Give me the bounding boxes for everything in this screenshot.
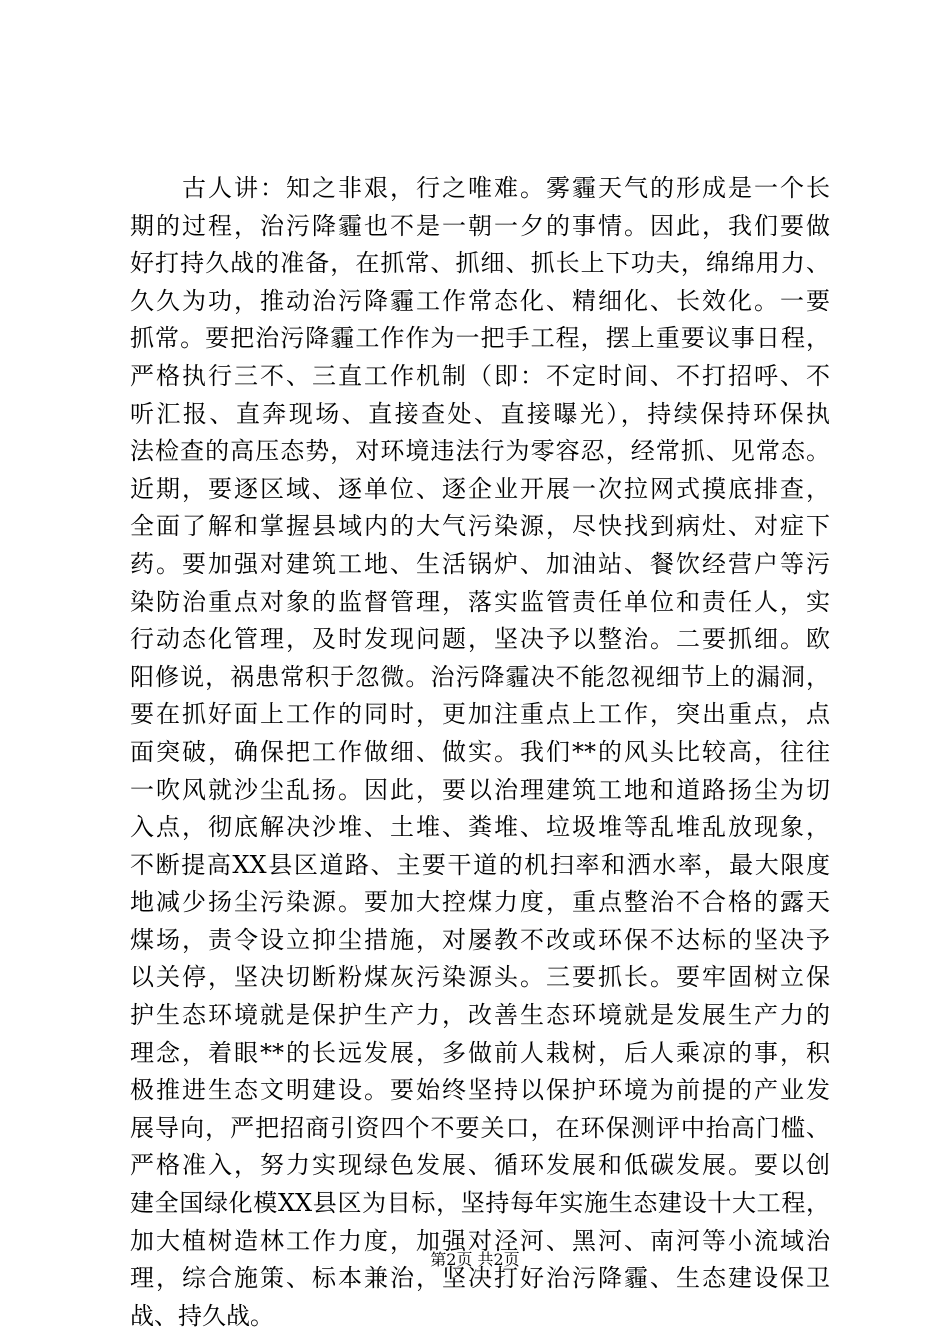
text-line: 严格执行三不、三直工作机制（即：不定时间、不打招呼、不 bbox=[130, 361, 830, 390]
text-line: 染防治重点对象的监督管理，落实监管责任单位和责任人，实 bbox=[130, 587, 830, 616]
text-line: 抓常。要把治污降霾工作作为一把手工程，摆上重要议事日程， bbox=[130, 324, 830, 353]
text-line: 久久为功，推动治污降霾工作常态化、精细化、长效化。一要 bbox=[130, 286, 830, 315]
text-line: 战、持久战。 bbox=[130, 1301, 274, 1330]
text-line: 近期，要逐区域、逐单位、逐企业开展一次拉网式摸底排查， bbox=[130, 474, 830, 503]
text-line: 以关停，坚决切断粉煤灰污染源头。三要抓长。要牢固树立保 bbox=[130, 963, 830, 992]
text-line: 理，综合施策、标本兼治，坚决打好治污降霾、生态建设保卫 bbox=[130, 1264, 830, 1293]
text-line: 煤场，责令设立抑尘措施，对屡教不改或环保不达标的坚决予 bbox=[130, 925, 830, 954]
text-line: 要在抓好面上工作的同时，更加注重点上工作，突出重点，点 bbox=[130, 700, 830, 729]
text-line: 药。要加强对建筑工地、生活锅炉、加油站、餐饮经营户等污 bbox=[130, 549, 830, 578]
text-line: 加大植树造林工作力度，加强对泾河、黑河、南河等小流域治 bbox=[130, 1226, 830, 1255]
text-line: 建全国绿化模XX县区为目标，坚持每年实施生态建设十大工程， bbox=[130, 1189, 830, 1218]
text-line: 地减少扬尘污染源。要加大控煤力度，重点整治不合格的露天 bbox=[130, 888, 830, 917]
text-line: 法检查的高压态势，对环境违法行为零容忍，经常抓、见常态。 bbox=[130, 437, 830, 466]
text-line: 护生态环境就是保护生产力，改善生态环境就是发展生产力的 bbox=[130, 1001, 830, 1030]
text-line: 面突破，确保把工作做细、做实。我们**的风头比较高，往往 bbox=[130, 737, 830, 766]
text-line: 入点，彻底解决沙堆、土堆、粪堆、垃圾堆等乱堆乱放现象， bbox=[130, 813, 830, 842]
body-paragraph bbox=[130, 170, 830, 1335]
text-line: 好打持久战的准备，在抓常、抓细、抓长上下功夫，绵绵用力、 bbox=[130, 249, 830, 278]
text-line: 一吹风就沙尘乱扬。因此，要以治理建筑工地和道路扬尘为切 bbox=[130, 775, 830, 804]
text-line: 阳修说，祸患常积于忽微。治污降霾决不能忽视细节上的漏洞， bbox=[130, 662, 830, 691]
text-line: 展导向，严把招商引资四个不要关口，在环保测评中抬高门槛、 bbox=[130, 1113, 830, 1142]
text-line: 不断提高XX县区道路、主要干道的机扫率和洒水率，最大限度 bbox=[130, 850, 830, 879]
page-number-footer: 第2页 共2页 bbox=[430, 1250, 520, 1269]
text-line: 听汇报、直奔现场、直接查处、直接曝光），持续保持环保执 bbox=[130, 399, 830, 428]
text-line: 严格准入，努力实现绿色发展、循环发展和低碳发展。要以创 bbox=[130, 1151, 830, 1180]
text-line: 期的过程，治污降霾也不是一朝一夕的事情。因此，我们要做 bbox=[130, 211, 830, 240]
text-line: 理念，着眼**的长远发展，多做前人栽树，后人乘凉的事，积 bbox=[130, 1038, 830, 1067]
text-line: 行动态化管理，及时发现问题，坚决予以整治。二要抓细。欧 bbox=[130, 625, 830, 654]
text-line: 极推进生态文明建设。要始终坚持以保护环境为前提的产业发 bbox=[130, 1076, 830, 1105]
text-line: 古人讲：知之非艰，行之唯难。雾霾天气的形成是一个长 bbox=[130, 174, 830, 202]
text-line: 全面了解和掌握县域内的大气污染源，尽快找到病灶、对症下 bbox=[130, 512, 830, 541]
